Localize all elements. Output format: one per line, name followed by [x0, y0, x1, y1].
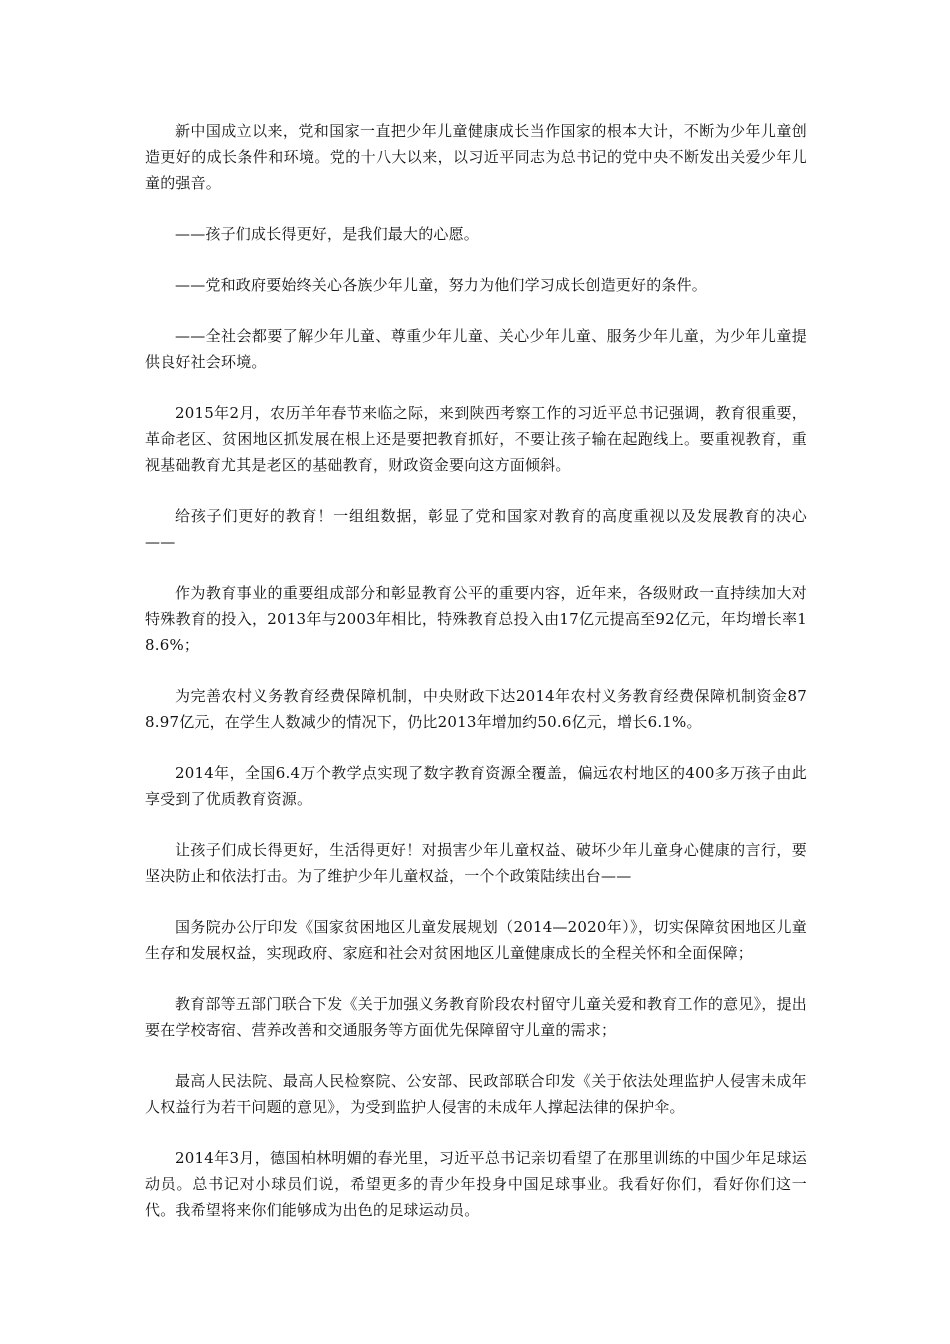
document-page: [145, 118, 807, 1248]
paragraph-quote-2: ——党和政府要始终关心各族少年儿童，努力为他们学习成长创造更好的条件。: [175, 276, 708, 294]
paragraph-state-council-plan: 国务院办公厅印发《国家贫困地区儿童发展规划（2014—2020年）》，切实保障贫困地区儿童生存和发展权益，实现政府、家庭和社会对贫困地区儿童健康成长的全程关怀和全面保障；: [145, 918, 807, 962]
paragraph-rural-funding: 为完善农村义务教育经费保障机制，中央财政下达2014年农村义务教育经费保障机制资金878.97亿元，在学生人数减少的情况下，仍比2013年增加约50.6亿元，增长6.1%。: [145, 687, 807, 731]
paragraph-berlin-football: 2014年3月，德国柏林明媚的春光里，习近平总书记亲切看望了在那里训练的中国少年足球运动员。总书记对小球员们说，希望更多的青少年投身中国足球事业。我看好你们，看好你们这一代。我希望将来你们能够成为出色的足球运动员。: [145, 1149, 807, 1219]
paragraph-shaanxi-2015: 2015年2月，农历羊年春节来临之际，来到陕西考察工作的习近平总书记强调，教育很重要，革命老区、贫困地区抓发展在根上还是要把教育抓好，不要让孩子输在起跑线上。要重视教育，重视基础教育尤其是老区的基础教育，财政资金要向这方面倾斜。: [145, 404, 807, 474]
paragraph-digital-resources: 2014年，全国6.4万个教学点实现了数字教育资源全覆盖，偏远农村地区的400多万孩子由此享受到了优质教育资源。: [145, 764, 807, 808]
paragraph-left-behind-children: 教育部等五部门联合下发《关于加强义务教育阶段农村留守儿童关爱和教育工作的意见》，提出要在学校寄宿、营养改善和交通服务等方面优先保障留守儿童的需求；: [145, 995, 807, 1039]
paragraph-quote-3: ——全社会都要了解少年儿童、尊重少年儿童、关心少年儿童、服务少年儿童，为少年儿童提供良好社会环境。: [145, 327, 807, 371]
paragraph-rights-intro: 让孩子们成长得更好，生活得更好！对损害少年儿童权益、破坏少年儿童身心健康的言行，要坚决防止和依法打击。为了维护少年儿童权益，一个个政策陆续出台——: [145, 841, 807, 885]
paragraph-guardian-opinion: 最高人民法院、最高人民检察院、公安部、民政部联合印发《关于依法处理监护人侵害未成年人权益行为若干问题的意见》，为受到监护人侵害的未成年人撑起法律的保护伞。: [145, 1072, 807, 1116]
paragraph-quote-1: ——孩子们成长得更好，是我们最大的心愿。: [175, 225, 480, 243]
paragraph-special-education: 作为教育事业的重要组成部分和彰显教育公平的重要内容，近年来，各级财政一直持续加大对特殊教育的投入，2013年与2003年相比，特殊教育总投入由17亿元提高至92亿元，年均增长率18.6%；: [145, 584, 807, 654]
paragraph-education-intro: 给孩子们更好的教育！一组组数据，彰显了党和国家对教育的高度重视以及发展教育的决心——: [145, 507, 807, 551]
paragraph-intro: 新中国成立以来，党和国家一直把少年儿童健康成长当作国家的根本大计，不断为少年儿童创造更好的成长条件和环境。党的十八大以来，以习近平同志为总书记的党中央不断发出关爱少年儿童的强音。: [145, 122, 807, 192]
